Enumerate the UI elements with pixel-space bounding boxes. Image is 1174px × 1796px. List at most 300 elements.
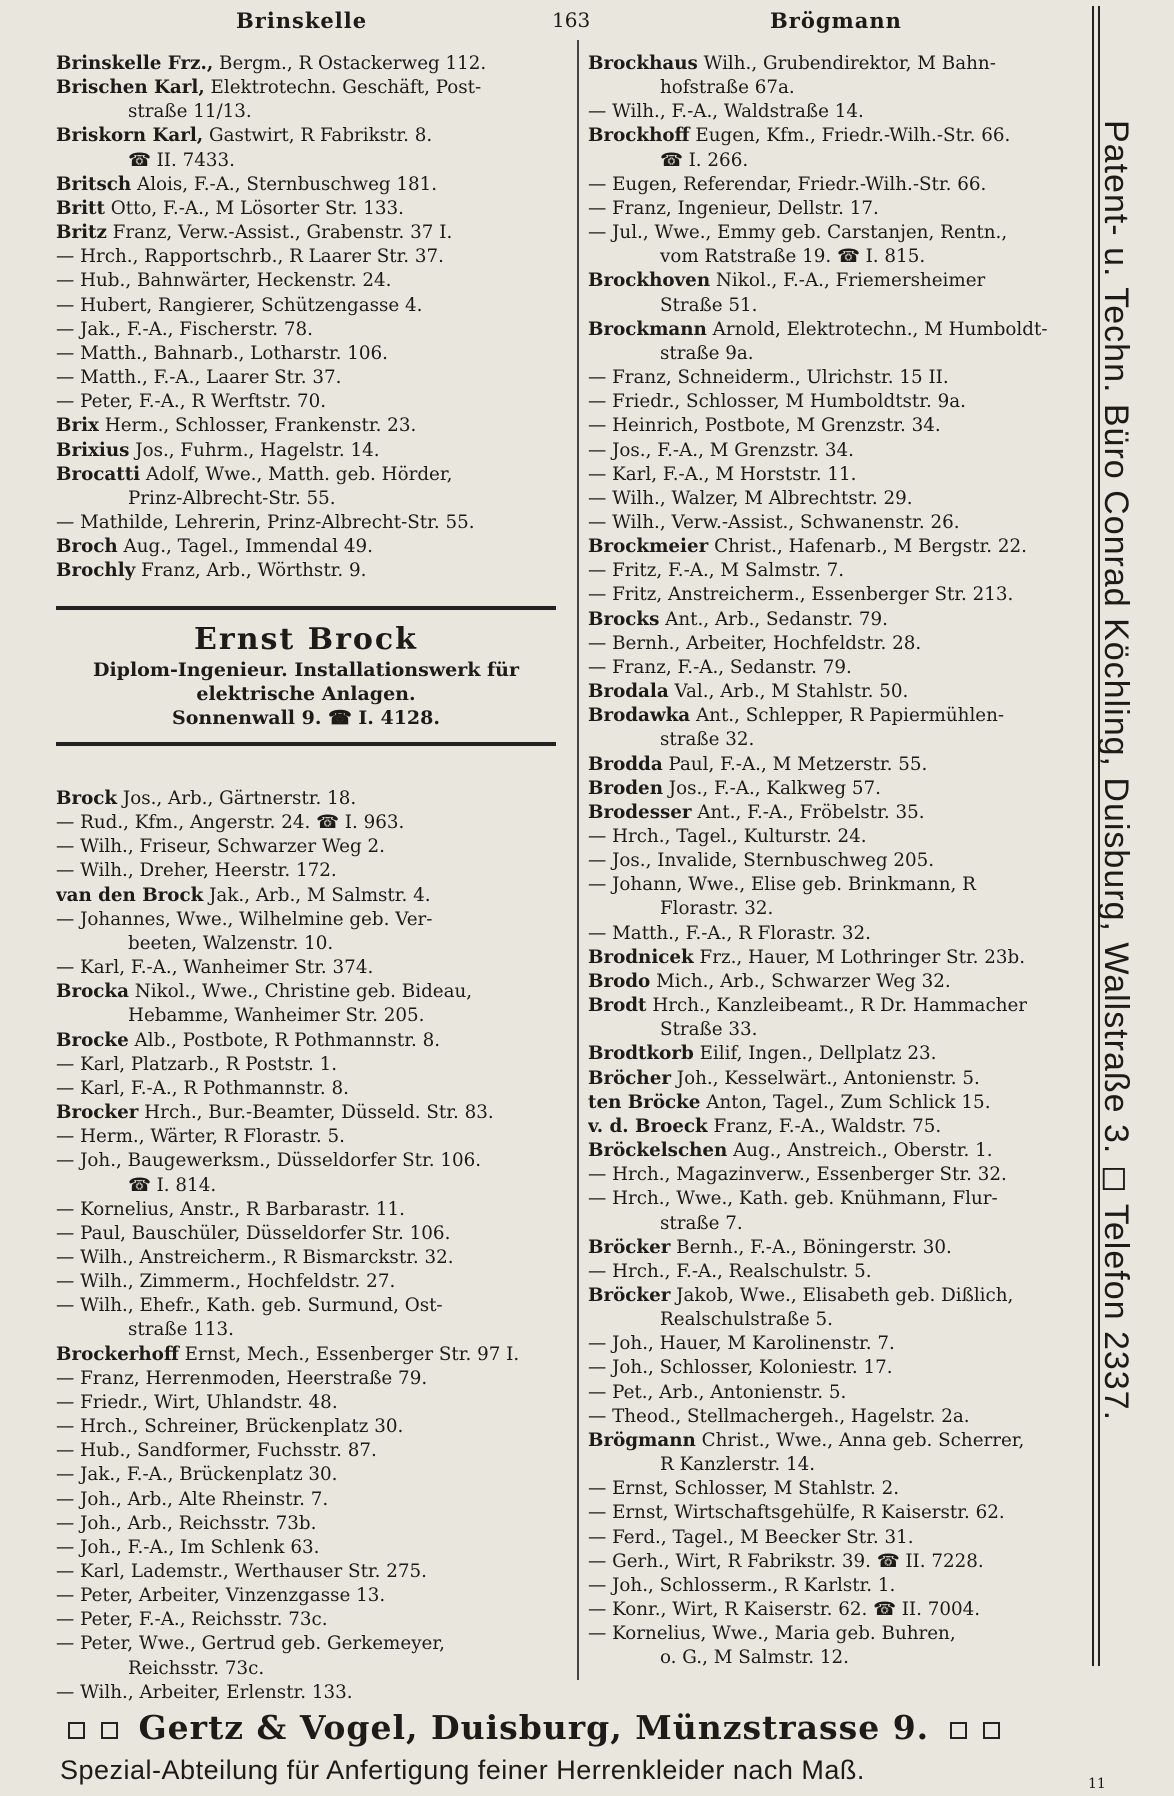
entry-surname: Bröcker (588, 1236, 671, 1258)
directory-entry (56, 149, 568, 173)
entry-text: Aug., Anstreich., Oberstr. 1. (727, 1140, 993, 1162)
directory-entry (588, 922, 1088, 946)
entry-text: — Franz, Schneiderm., Ulrichstr. 15 II. (588, 367, 949, 389)
entry-text: — Rud., Kfm., Angerstr. 24. ☎ I. 963. (56, 812, 405, 834)
directory-entry (56, 1536, 568, 1560)
directory-entry (588, 511, 1088, 535)
left-column-b (56, 787, 568, 1705)
directory-entry (56, 1415, 568, 1439)
entry-surname: Brischen Karl, (56, 77, 205, 99)
entry-text: — Hrch., Tagel., Kulturstr. 24. (588, 826, 867, 847)
entry-text: ☎ I. 814. (128, 1174, 217, 1196)
directory-entry (56, 811, 568, 835)
entry-surname: Brocker (56, 1102, 139, 1124)
side-advert: Patent- u. Techn. Büro Conrad Köchling, Duisburg, Wallstraße 3. ◻ Telefon 2337. (1097, 120, 1135, 1422)
directory-entry (588, 269, 1088, 293)
directory-entry (56, 559, 568, 583)
entry-surname: Brodda (588, 753, 663, 775)
entry-text: — Wilh., Anstreicherm., R Bismarckstr. 32. (56, 1246, 454, 1268)
directory-entry (56, 932, 568, 956)
entry-surname: Bröckelschen (588, 1140, 728, 1162)
directory-entry (56, 1391, 568, 1415)
directory-entry (588, 1115, 1088, 1139)
entry-text: Anton, Tagel., Zum Schlick 15. (700, 1091, 991, 1113)
footer-line2: Spezial-Abteilung für Anfertigung feiner Herrenkleider nach Maß. (60, 1755, 865, 1785)
entry-text: Jos., F.-A., Kalkweg 57. (662, 777, 881, 799)
entry-text: Ernst, Mech., Essenberger Str. 97 I. (178, 1343, 520, 1365)
entry-surname: Brinskelle Frz., (56, 53, 214, 74)
directory-entry (588, 1550, 1088, 1574)
entry-text: ☎ II. 7433. (128, 149, 235, 171)
entry-text: — Matth., F.-A., R Florastr. 32. (588, 922, 871, 944)
directory-entry (56, 463, 568, 487)
entry-text: Elektrotechn. Geschäft, Post- (204, 77, 482, 99)
directory-entry (56, 221, 568, 245)
directory-entry (588, 777, 1088, 801)
directory-entry (588, 1381, 1088, 1405)
entry-surname: Brockmeier (588, 536, 709, 558)
entry-text: Jakob, Wwe., Elisabeth geb. Dißlich, (670, 1284, 1014, 1306)
directory-entry (588, 1187, 1088, 1211)
entry-text: — Theod., Stellmachergeh., Hagelstr. 2a. (588, 1405, 970, 1427)
entry-text: — Paul, Bauschüler, Düsseldorfer Str. 106. (56, 1222, 451, 1244)
entry-surname: ten Bröcke (588, 1091, 701, 1113)
entry-text: — Karl, F.-A., M Horststr. 11. (588, 463, 857, 485)
directory-entry (56, 294, 568, 318)
header-left: Brinskelle (236, 8, 368, 33)
entry-text: — Hrch., Rapportschrb., R Laarer Str. 37. (56, 246, 444, 268)
directory-entry (56, 197, 568, 221)
directory-entry (56, 1222, 568, 1246)
directory-entry (56, 535, 568, 559)
directory-entry (588, 100, 1088, 124)
entry-text: — Johann, Wwe., Elise geb. Brinkmann, R (588, 874, 976, 896)
entry-text: — Hrch., Magazinverw., Essenberger Str. 32. (588, 1164, 1007, 1186)
entry-text: — Fritz, Anstreicherm., Essenberger Str. 213. (588, 584, 1014, 606)
entry-text: Aug., Tagel., Immendal 49. (117, 536, 373, 558)
entry-text: Hrch., Bur.-Beamter, Düsseld. Str. 83. (138, 1102, 494, 1124)
right-column (588, 52, 1088, 1670)
entry-text: — Hrch., F.-A., Realschulstr. 5. (588, 1260, 872, 1282)
entry-surname: Brockhaus (588, 53, 698, 74)
entry-text: o. G., M Salmstr. 12. (660, 1647, 849, 1669)
directory-entry (588, 728, 1088, 752)
directory-entry (588, 1260, 1088, 1284)
directory-entry (588, 76, 1088, 100)
directory-entry (56, 1246, 568, 1270)
entry-text: — Peter, Wwe., Gertrud geb. Gerkemeyer, (56, 1633, 445, 1655)
entry-text: Otto, F.-A., M Lösorter Str. 133. (104, 197, 404, 219)
directory-entry (56, 269, 568, 293)
directory-entry (56, 124, 568, 148)
directory-entry (588, 1139, 1088, 1163)
entry-text: — Jul., Wwe., Emmy geb. Carstanjen, Rentn., (588, 222, 1008, 244)
directory-entry (588, 632, 1088, 656)
directory-entry (56, 1125, 568, 1149)
directory-entry (588, 1163, 1088, 1187)
directory-entry (56, 245, 568, 269)
directory-entry (588, 439, 1088, 463)
entry-text: — Joh., Hauer, M Karolinenstr. 7. (588, 1333, 895, 1355)
entry-text: — Pet., Arb., Antonienstr. 5. (588, 1381, 847, 1403)
directory-entry (56, 980, 568, 1004)
entry-text: Nikol., F.-A., Friemersheimer (710, 270, 986, 292)
directory-entry (588, 994, 1088, 1018)
directory-entry (588, 1308, 1088, 1332)
directory-entry (588, 1429, 1088, 1453)
entry-surname: Bröcher (588, 1067, 671, 1089)
directory-entry (588, 849, 1088, 873)
entry-surname: van den Brock (56, 884, 204, 906)
entry-text: straße 7. (660, 1212, 743, 1234)
entry-text: — Ernst, Wirtschaftsgehülfe, R Kaiserstr. 62. (588, 1502, 1005, 1524)
entry-text: Franz, Verw.-Assist., Grabenstr. 37 I. (106, 222, 453, 244)
directory-entry (56, 1174, 568, 1198)
entry-surname: Bröcker (588, 1284, 671, 1306)
entry-text: — Wilh., Dreher, Heerstr. 172. (56, 860, 337, 882)
directory-entry (56, 1584, 568, 1608)
entry-text: — Jak., F.-A., Fischerstr. 78. (56, 318, 313, 340)
entry-surname: Broch (56, 536, 118, 558)
entry-text: — Joh., Arb., Alte Rheinstr. 7. (56, 1488, 329, 1510)
entry-text: — Hrch., Schreiner, Brückenplatz 30. (56, 1416, 404, 1438)
directory-entry (588, 946, 1088, 970)
directory-entry (56, 1657, 568, 1681)
entry-text: — Hrch., Wwe., Kath. geb. Knühmann, Flur- (588, 1188, 998, 1210)
directory-entry (588, 342, 1088, 366)
directory-entry (588, 245, 1088, 269)
entry-text: beeten, Walzenstr. 10. (128, 932, 334, 954)
entry-surname: Brockhoven (588, 270, 711, 292)
directory-entry (588, 680, 1088, 704)
entry-text: Hrch., Kanzleibeamt., R Dr. Hammacher (646, 995, 1028, 1017)
directory-entry (588, 414, 1088, 438)
entry-text: — Peter, F.-A., R Werftstr. 70. (56, 391, 327, 413)
entry-text: Adolf, Wwe., Matth. geb. Hörder, (140, 463, 453, 485)
entry-surname: Brockhoff (588, 125, 690, 147)
directory-entry (588, 1091, 1088, 1115)
entry-text: Herm., Schlosser, Frankenstr. 23. (98, 415, 417, 437)
entry-text: — Wilh., Walzer, M Albrechtstr. 29. (588, 487, 913, 509)
entry-text: straße 32. (660, 729, 755, 751)
entry-text: Bernh., F.-A., Böningerstr. 30. (670, 1236, 952, 1258)
entry-text: hofstraße 67a. (660, 77, 795, 99)
entry-text: — Joh., Arb., Reichsstr. 73b. (56, 1512, 317, 1534)
entry-text: — Ferd., Tagel., M Beecker Str. 31. (588, 1526, 914, 1548)
entry-text: Gastwirt, R Fabrikstr. 8. (203, 125, 433, 147)
entry-surname: v. d. Broeck (588, 1115, 708, 1137)
page-mark: 11 (1088, 1776, 1106, 1792)
directory-entry (56, 414, 568, 438)
entry-surname: Brix (56, 415, 99, 437)
entry-text: — Gerh., Wirt, R Fabrikstr. 39. ☎ II. 7228. (588, 1550, 984, 1572)
directory-entry (56, 1270, 568, 1294)
ad-name: Ernst Brock (194, 622, 418, 657)
entry-surname: Britz (56, 222, 107, 244)
directory-entry (588, 1356, 1088, 1380)
entry-surname: Britt (56, 197, 105, 219)
entry-text: — Joh., Schlosser, Koloniestr. 17. (588, 1357, 893, 1379)
directory-entry (56, 1439, 568, 1463)
directory-entry (588, 825, 1088, 849)
entry-text: — Konr., Wirt, R Kaiserstr. 62. ☎ II. 7004. (588, 1599, 981, 1620)
directory-entry (588, 1526, 1088, 1550)
footer-advert (60, 1708, 1110, 1786)
entry-text: — Karl, Lademstr., Werthauser Str. 275. (56, 1561, 427, 1582)
entry-surname: Broden (588, 777, 663, 799)
entry-text: Mich., Arb., Schwarzer Weg 32. (650, 970, 951, 992)
entry-text: R Kanzlerstr. 14. (660, 1454, 816, 1476)
entry-text: — Herm., Wärter, R Florastr. 5. (56, 1126, 345, 1148)
entry-text: — Jos., Invalide, Sternbuschweg 205. (588, 850, 935, 872)
entry-text: Franz, F.-A., Waldstr. 75. (707, 1115, 942, 1137)
directory-entry (56, 1077, 568, 1101)
entry-text: — Franz, Ingenieur, Dellstr. 17. (588, 197, 879, 219)
directory-entry (588, 535, 1088, 559)
directory-entry (588, 656, 1088, 680)
entry-text: Eugen, Kfm., Friedr.-Wilh.-Str. 66. (689, 125, 1011, 147)
ernst-brock-ad (56, 606, 556, 746)
entry-text: — Joh., Schlosserm., R Karlstr. 1. (588, 1574, 896, 1596)
entry-text: — Wilh., F.-A., Waldstraße 14. (588, 101, 864, 123)
entry-text: Bergm., R Ostackerweg 112. (213, 53, 487, 74)
entry-text: — Wilh., Arbeiter, Erlenstr. 133. (56, 1681, 353, 1703)
directory-entry (588, 608, 1088, 632)
entry-text: — Johannes, Wwe., Wilhelmine geb. Ver- (56, 908, 433, 930)
entry-text: — Friedr., Wirt, Uhlandstr. 48. (56, 1391, 338, 1413)
directory-entry (588, 173, 1088, 197)
entry-surname: Brocke (56, 1029, 129, 1051)
directory-entry (588, 1574, 1088, 1598)
directory-entry (56, 1367, 568, 1391)
entry-text: — Wilh., Ehefr., Kath. geb. Surmund, Ost- (56, 1295, 443, 1317)
entry-text: Eilif, Ingen., Dellplatz 23. (693, 1043, 937, 1065)
entry-text: — Franz, F.-A., Sedanstr. 79. (588, 656, 852, 678)
directory-entry (588, 1236, 1088, 1260)
entry-text: Reichsstr. 73c. (128, 1657, 265, 1679)
directory-entry (56, 1560, 568, 1584)
directory-entry (588, 1598, 1088, 1622)
entry-text: — Bernh., Arbeiter, Hochfeldstr. 28. (588, 632, 922, 654)
directory-entry (588, 197, 1088, 221)
left-column (56, 52, 568, 583)
entry-text: Ant., F.-A., Fröbelstr. 35. (691, 801, 925, 823)
directory-entry (588, 390, 1088, 414)
entry-surname: Brochly (56, 560, 136, 582)
directory-entry (588, 1501, 1088, 1525)
entry-text: vom Ratstraße 19. ☎ I. 815. (660, 246, 926, 268)
directory-entry (588, 1332, 1088, 1356)
entry-surname: Brögmann (588, 1429, 696, 1451)
entry-text: — Joh., Baugewerksm., Düsseldorfer Str. 106. (56, 1150, 482, 1172)
directory-entry (56, 1608, 568, 1632)
entry-surname: Britsch (56, 173, 132, 195)
directory-entry (56, 1053, 568, 1077)
entry-text: — Hub., Sandformer, Fuchsstr. 87. (56, 1440, 377, 1462)
column-divider (577, 40, 579, 1680)
entry-surname: Brodala (588, 681, 669, 703)
directory-entry (588, 753, 1088, 777)
entry-text: Val., Arb., M Stahlstr. 50. (668, 681, 909, 703)
entry-text: — Karl, F.-A., R Pothmannstr. 8. (56, 1077, 349, 1099)
entry-surname: Brixius (56, 439, 130, 461)
directory-entry (56, 787, 568, 811)
directory-entry (588, 801, 1088, 825)
entry-text: Christ., Hafenarb., M Bergstr. 22. (708, 536, 1027, 558)
directory-entry (588, 149, 1088, 173)
entry-surname: Brodt (588, 995, 647, 1017)
directory-entry (588, 1622, 1088, 1646)
entry-text: — Wilh., Zimmerm., Hochfeldstr. 27. (56, 1271, 396, 1293)
directory-entry (56, 318, 568, 342)
directory-entry (588, 1284, 1088, 1308)
directory-entry (56, 52, 568, 76)
entry-surname: Brock (56, 788, 118, 809)
directory-entry (56, 884, 568, 908)
entry-surname: Brodesser (588, 801, 692, 823)
entry-text: Realschulstraße 5. (660, 1309, 833, 1331)
entry-text: — Wilh., Verw.-Assist., Schwanenstr. 26. (588, 511, 960, 533)
directory-entry (588, 318, 1088, 342)
entry-surname: Brocatti (56, 463, 141, 485)
entry-text: — Wilh., Friseur, Schwarzer Weg 2. (56, 836, 385, 858)
directory-entry (56, 439, 568, 463)
entry-surname: Briskorn Karl, (56, 125, 204, 147)
directory-entry (588, 897, 1088, 921)
directory-entry (588, 294, 1088, 318)
directory-entry (588, 970, 1088, 994)
directory-entry (588, 463, 1088, 487)
directory-entry (56, 1632, 568, 1656)
entry-text: Florastr. 32. (660, 898, 774, 920)
directory-entry (56, 342, 568, 366)
entry-text: Jos., Arb., Gärtnerstr. 18. (117, 788, 357, 809)
header-right: Brögmann (770, 8, 902, 33)
directory-entry (56, 956, 568, 980)
entry-surname: Brocks (588, 608, 660, 630)
entry-surname: Brodtkorb (588, 1043, 694, 1065)
entry-text: — Karl, Platzarb., R Poststr. 1. (56, 1053, 338, 1075)
directory-entry (56, 366, 568, 390)
directory-entry (588, 1018, 1088, 1042)
entry-text: Straße 51. (660, 294, 758, 316)
ad-line2: elektrische Anlagen. (196, 683, 416, 705)
entry-text: Alb., Postbote, R Pothmannstr. 8. (128, 1029, 441, 1051)
entry-text: — Eugen, Referendar, Friedr.-Wilh.-Str. 66. (588, 173, 987, 195)
entry-text: — Matth., Bahnarb., Lotharstr. 106. (56, 342, 388, 364)
directory-entry (56, 1318, 568, 1342)
entry-text: straße 113. (128, 1319, 234, 1341)
entry-text: — Hub., Bahnwärter, Heckenstr. 24. (56, 270, 392, 292)
entry-surname: Brodnicek (588, 946, 694, 968)
entry-text: straße 9a. (660, 342, 754, 364)
directory-entry (56, 1488, 568, 1512)
directory-entry (56, 859, 568, 883)
directory-entry (56, 1512, 568, 1536)
directory-entry (56, 1149, 568, 1173)
entry-text: — Heinrich, Postbote, M Grenzstr. 34. (588, 415, 941, 437)
directory-entry (56, 835, 568, 859)
entry-surname: Brodawka (588, 705, 691, 727)
entry-text: Ant., Schlepper, R Papiermühlen- (690, 705, 1005, 727)
directory-entry (588, 1405, 1088, 1429)
directory-entry (588, 1477, 1088, 1501)
page-number: 163 (552, 8, 591, 32)
directory-entry (56, 76, 568, 100)
entry-text: — Joh., F.-A., Im Schlenk 63. (56, 1536, 320, 1558)
directory-entry (588, 487, 1088, 511)
entry-text: Nikol., Wwe., Christine geb. Bideau, (128, 981, 473, 1003)
entry-text: — Ernst, Schlosser, M Stahlstr. 2. (588, 1478, 900, 1500)
entry-text: Frz., Hauer, M Lothringer Str. 23b. (693, 946, 1026, 968)
directory-entry (56, 1029, 568, 1053)
directory-entry (56, 1343, 568, 1367)
directory-entry (588, 52, 1088, 76)
directory-entry (588, 221, 1088, 245)
footer-line1: Gertz & Vogel, Duisburg, Münzstrasse 9. (138, 1708, 930, 1747)
directory-entry (56, 908, 568, 932)
entry-text: — Kornelius, Anstr., R Barbarastr. 11. (56, 1198, 405, 1220)
entry-text: — Peter, Arbeiter, Vinzenzgasse 13. (56, 1585, 386, 1607)
directory-entry (56, 1463, 568, 1487)
entry-text: straße 11/13. (128, 101, 252, 123)
directory-entry (56, 173, 568, 197)
entry-text: Jos., Fuhrm., Hagelstr. 14. (129, 439, 380, 461)
directory-entry (56, 1198, 568, 1222)
entry-text: Wilh., Grubendirektor, M Bahn- (697, 53, 996, 74)
entry-text: Christ., Wwe., Anna geb. Scherrer, (695, 1429, 1025, 1451)
entry-text: — Friedr., Schlosser, M Humboldtstr. 9a. (588, 391, 966, 413)
entry-text: ☎ I. 266. (660, 149, 749, 171)
directory-entry (588, 1042, 1088, 1066)
entry-surname: Brockerhoff (56, 1343, 179, 1365)
directory-entry (56, 100, 568, 124)
entry-text: Straße 33. (660, 1019, 758, 1041)
entry-text: — Fritz, F.-A., M Salmstr. 7. (588, 560, 845, 582)
entry-text: Ant., Arb., Sedanstr. 79. (659, 608, 888, 630)
entry-text: Prinz-Albrecht-Str. 55. (128, 487, 336, 509)
directory-entry (588, 1646, 1088, 1670)
directory-entry (588, 366, 1088, 390)
entry-text: Alois, F.-A., Sternbuschweg 181. (131, 173, 438, 195)
entry-text: — Jak., F.-A., Brückenplatz 30. (56, 1464, 338, 1486)
directory-entry (56, 487, 568, 511)
entry-text: Jak., Arb., M Salmstr. 4. (203, 884, 431, 906)
directory-entry (588, 1453, 1088, 1477)
directory-entry (588, 873, 1088, 897)
directory-entry (56, 1004, 568, 1028)
entry-surname: Brockmann (588, 318, 707, 340)
entry-text: Franz, Arb., Wörthstr. 9. (135, 560, 367, 582)
directory-entry (588, 1212, 1088, 1236)
ad-line1: Diplom-Ingenieur. Installationswerk für (92, 659, 519, 681)
directory-entry (588, 559, 1088, 583)
ad-line3: Sonnenwall 9. ☎ I. 4128. (172, 707, 440, 729)
entry-text: Hebamme, Wanheimer Str. 205. (128, 1005, 425, 1027)
directory-entry (56, 1101, 568, 1125)
directory-entry (588, 704, 1088, 728)
directory-entry (56, 1294, 568, 1318)
entry-text: — Mathilde, Lehrerin, Prinz-Albrecht-Str. 55. (56, 511, 475, 533)
entry-text: — Matth., F.-A., Laarer Str. 37. (56, 367, 342, 389)
entry-surname: Brocka (56, 981, 129, 1003)
entry-text: — Karl, F.-A., Wanheimer Str. 374. (56, 957, 374, 979)
entry-text: Arnold, Elektrotechn., M Humboldt- (706, 318, 1048, 340)
directory-entry (588, 124, 1088, 148)
entry-text: — Peter, F.-A., Reichsstr. 73c. (56, 1609, 328, 1631)
directory-entry (56, 1681, 568, 1705)
directory-entry (56, 511, 568, 535)
